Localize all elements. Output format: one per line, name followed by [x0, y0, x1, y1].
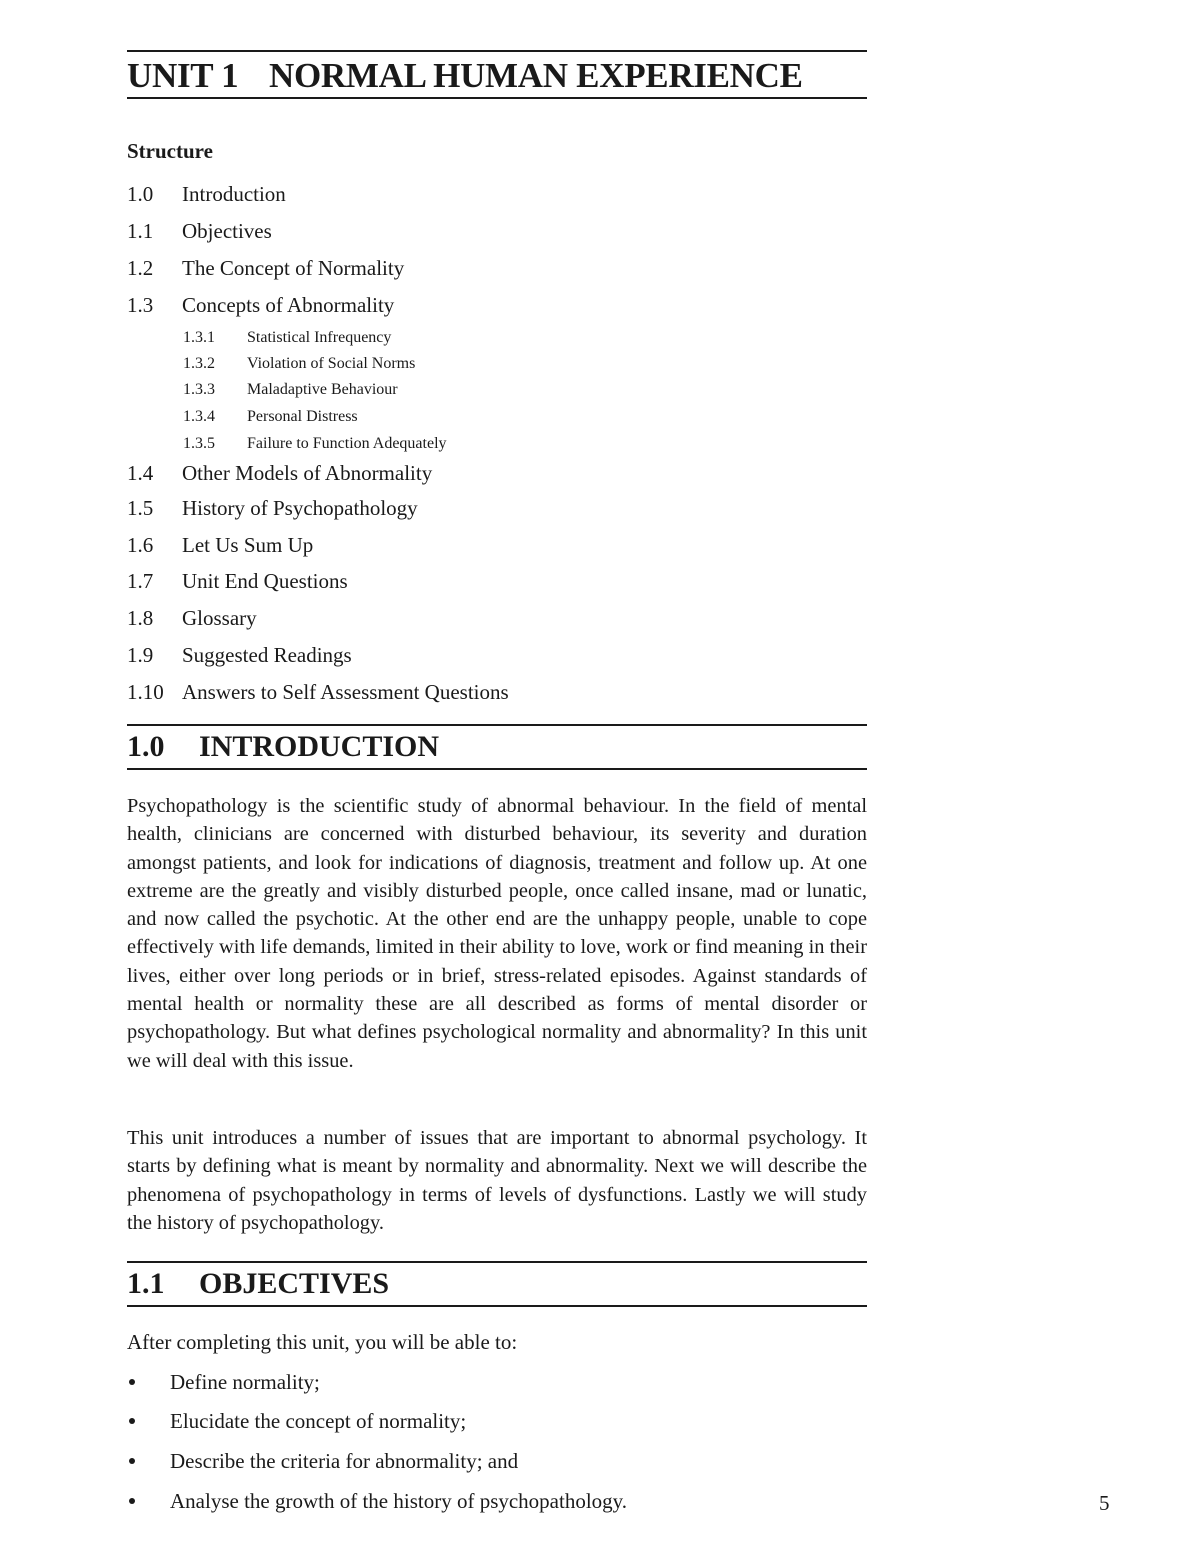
toc-item-title: Glossary: [182, 606, 257, 630]
toc-item-title: Let Us Sum Up: [182, 533, 314, 557]
unit-title-rule-top: [127, 50, 867, 52]
toc-item-number: 1.2: [127, 256, 154, 280]
toc-item-number: 1.0: [127, 182, 154, 206]
toc-item-title: Unit End Questions: [182, 569, 348, 593]
structure-heading: Structure: [127, 139, 213, 163]
introduction-rule-top: [127, 724, 867, 726]
toc-subitem-number: 1.3.5: [183, 435, 215, 452]
toc-item-title: Suggested Readings: [182, 643, 352, 667]
toc-item-number: 1.10: [127, 680, 164, 704]
toc-item-title: History of Psychopathology: [182, 496, 418, 520]
bullet-dot: [129, 1498, 135, 1504]
page-number: 5: [1099, 1491, 1110, 1515]
toc-item-title: The Concept of Normality: [182, 256, 405, 280]
objective-text: Define normality;: [170, 1370, 320, 1394]
bullet-dot: [129, 1458, 135, 1464]
toc-item-title: Introduction: [182, 182, 286, 206]
toc-item-number: 1.6: [127, 533, 154, 557]
toc-subitem-title: Statistical Infrequency: [247, 329, 392, 346]
toc-item-title: Concepts of Abnormality: [182, 293, 395, 317]
toc-item-title: Answers to Self Assessment Questions: [182, 680, 509, 704]
toc-subitem-title: Violation of Social Norms: [247, 355, 416, 372]
toc-item-number: 1.9: [127, 643, 154, 667]
toc-subitem-title: Failure to Function Adequately: [247, 435, 447, 452]
toc-item-number: 1.8: [127, 606, 154, 630]
unit-title-text: NORMAL HUMAN EXPERIENCE: [269, 56, 803, 95]
objectives-heading: [127, 1267, 389, 1301]
objective-text: Elucidate the concept of normality;: [170, 1409, 467, 1433]
introduction-rule-bottom: [127, 768, 867, 770]
objective-text: Analyse the growth of the history of psychopathology.: [170, 1489, 628, 1513]
toc-subitem-number: 1.3.2: [183, 355, 215, 372]
section-number: 1.0: [127, 730, 165, 763]
toc-subitem-number: 1.3.1: [183, 329, 215, 346]
toc-item-number: 1.7: [127, 569, 154, 593]
toc-subitem-number: 1.3.3: [183, 381, 215, 398]
toc-item-title: Objectives: [182, 219, 272, 243]
toc-item-number: 1.3: [127, 293, 154, 317]
toc-item-number: 1.4: [127, 461, 154, 485]
toc-subitem-number: 1.3.4: [183, 408, 215, 425]
toc-subitem-title: Maladaptive Behaviour: [247, 381, 398, 398]
objective-text: Describe the criteria for abnormality; and: [170, 1449, 519, 1473]
section-title: OBJECTIVES: [199, 1267, 390, 1300]
unit-title: [127, 56, 803, 96]
section-number: 1.1: [127, 1267, 165, 1300]
objectives-rule-top: [127, 1261, 867, 1263]
toc-item-number: 1.5: [127, 496, 154, 520]
toc-item-number: 1.1: [127, 219, 154, 243]
unit-title-rule-bottom: [127, 97, 867, 99]
objectives-intro: After completing this unit, you will be able to:: [127, 1330, 518, 1354]
unit-number: UNIT 1: [127, 56, 239, 95]
bullet-dot: [129, 1379, 135, 1385]
section-title: INTRODUCTION: [199, 730, 440, 763]
toc-item-title: Other Models of Abnormality: [182, 461, 433, 485]
bullet-dot: [129, 1418, 135, 1424]
introduction-paragraph: Psychopathology is the scientific study of abnormal behaviour. In the field of mental health, clinicians are concerned with disturbed behaviour, its severity and duration amongst patients, and look for indications of diagnosis, treatment and follow up. At one extreme are the greatly and visibly disturbed people, once called insane, mad or lunatic, and now called the psychotic. At the other end are the unhappy people, unable to cope effectively with life demands, limited in their ability to love, work or find meaning in their lives, either over long periods or in brief, stress-related episodes. Against standards of mental health or normality these are all described as forms of mental disorder or psychopathology. But what defines psychological normality and abnormality? In this unit we will deal with this issue.: [127, 795, 867, 1072]
introduction-heading: [127, 730, 439, 764]
toc-subitem-title: Personal Distress: [247, 408, 358, 425]
introduction-paragraph: This unit introduces a number of issues that are important to abnormal psychology. It starts by defining what is meant by normality and abnormality. Next we will describe the phenomena of psychopathology in terms of levels of dysfunctions. Lastly we will study the history of psychopathology.: [127, 1127, 867, 1234]
objectives-rule-bottom: [127, 1305, 867, 1307]
